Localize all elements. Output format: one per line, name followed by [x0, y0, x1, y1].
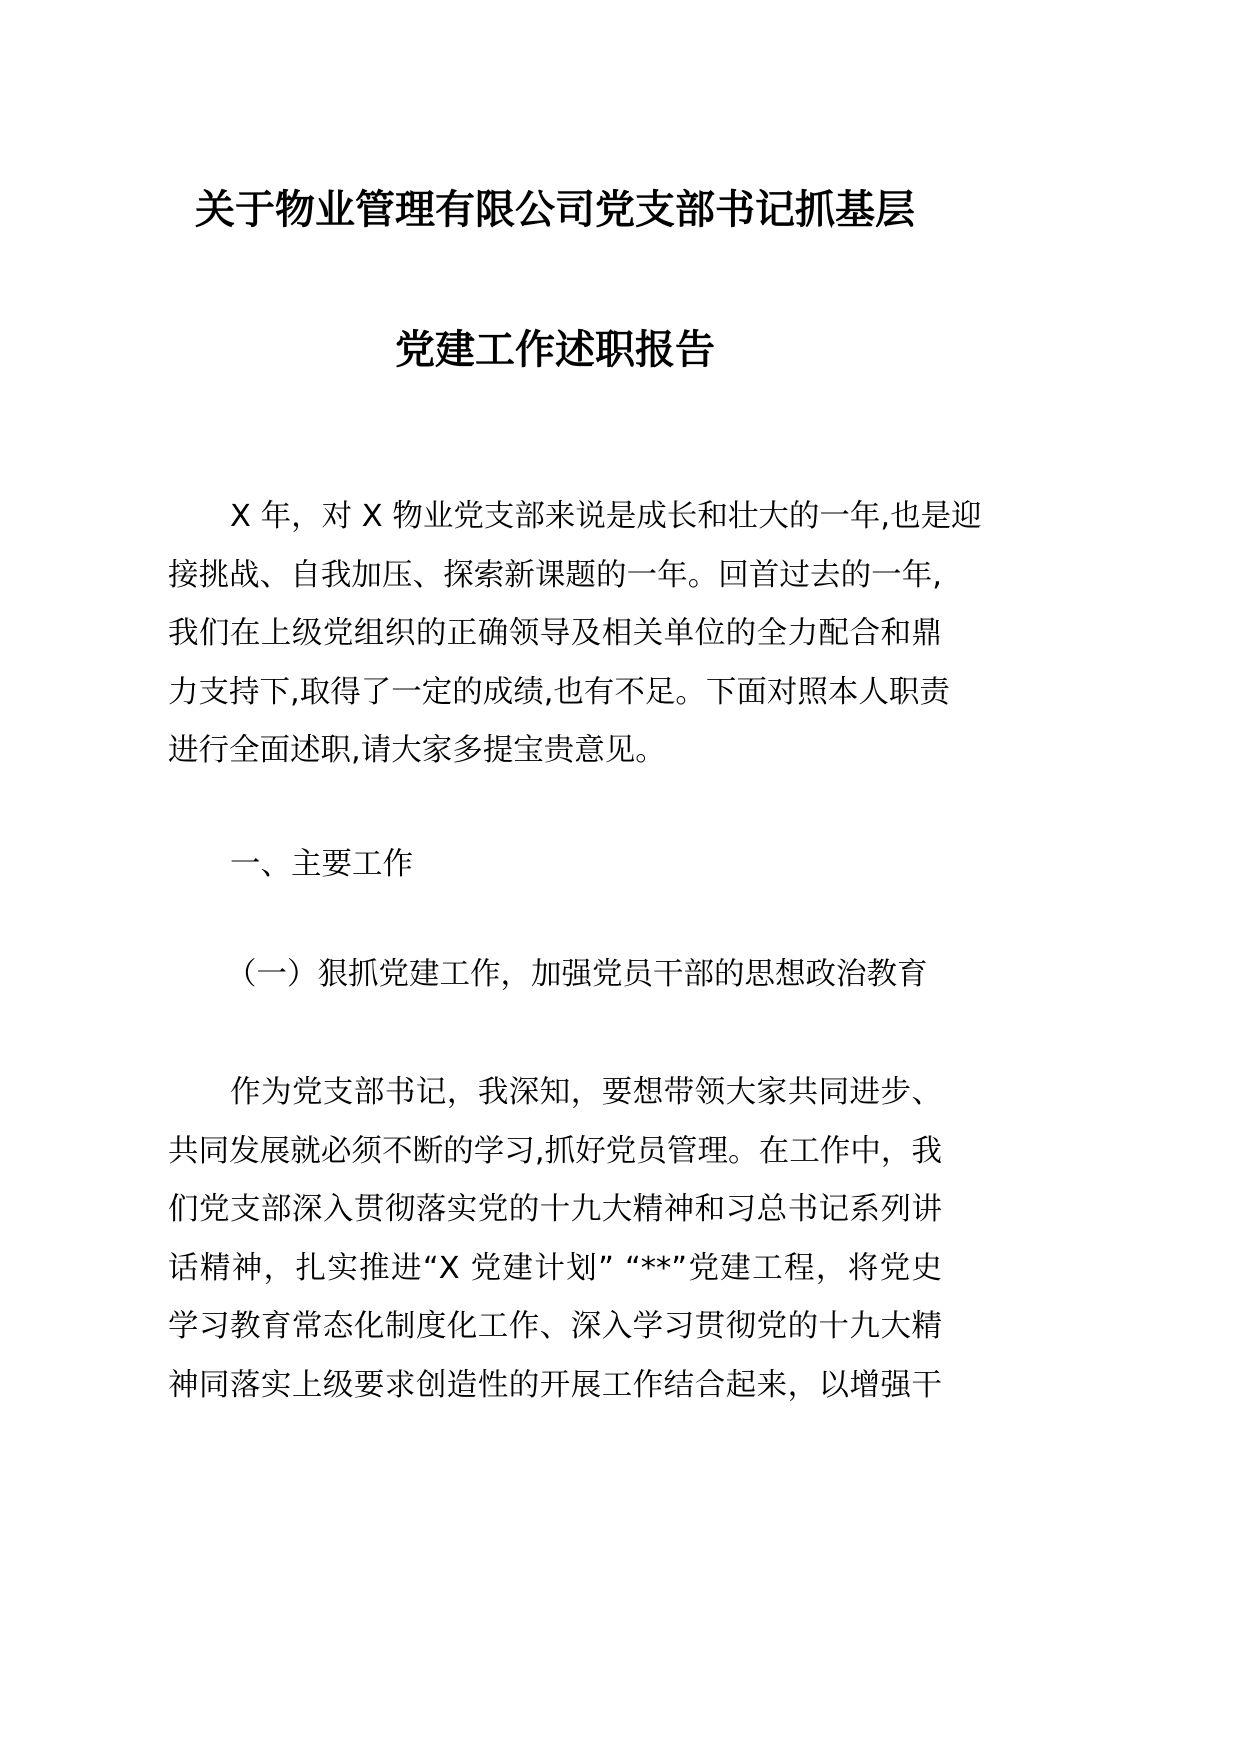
body-paragraph-line-5: 学习教育常态化制度化工作、深入学习贯彻党的十九大精	[168, 1309, 942, 1345]
intro-paragraph-line-4: 力支持下,取得了一定的成绩,也有不足。下面对照本人职责	[168, 674, 950, 710]
intro-paragraph-line-3: 我们在上级党组织的正确领导及相关单位的全力配合和鼎	[168, 616, 942, 652]
intro-paragraph-line-5: 进行全面述职,请大家多提宝贵意见。	[168, 733, 666, 769]
subsection-heading-party-building: （一）狠抓党建工作，加强党员干部的思想政治教育	[226, 957, 928, 992]
intro-paragraph-line-2: 接挑战、自我加压、探索新课题的一年。回首过去的一年,	[168, 557, 942, 593]
body-paragraph-line-2: 共同发展就必须不断的学习,抓好党员管理。在工作中，我	[168, 1133, 942, 1169]
body-paragraph-line-1: 作为党支部书记，我深知，要想带领大家共同进步、	[230, 1075, 942, 1110]
document-title-line-1: 关于物业管理有限公司党支部书记抓基层	[195, 187, 915, 233]
body-paragraph-line-3: 们党支部深入贯彻落实党的十九大精神和习总书记系列讲	[168, 1192, 942, 1228]
body-paragraph-line-4: 话精神，扎实推进“X 党建计划” “**”党建工程，将党史	[168, 1250, 942, 1286]
intro-paragraph-line-1: X 年，对 X 物业党支部来说是成长和壮大的一年,也是迎	[230, 499, 982, 534]
section-heading-main-work: 一、主要工作	[230, 847, 413, 882]
document-title-line-2: 党建工作述职报告	[395, 327, 715, 373]
body-paragraph-line-6: 神同落实上级要求创造性的开展工作结合起来，以增强干	[168, 1367, 942, 1403]
intro-paragraph	[168, 488, 982, 781]
body-paragraph	[168, 1064, 942, 1416]
